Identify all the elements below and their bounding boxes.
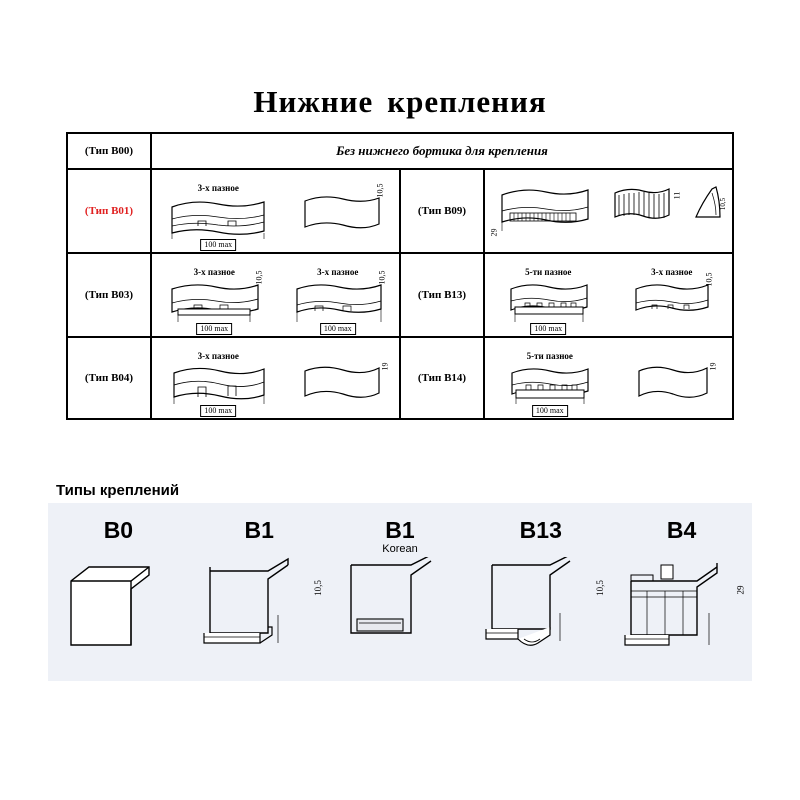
battery-b13-outline — [503, 279, 593, 323]
row-label-b03: (Тип B03) — [68, 254, 152, 336]
figure-b09-front — [489, 185, 594, 237]
figure-caption: 3-х пазное — [197, 183, 239, 193]
page-title-word2: крепления — [387, 84, 547, 119]
mount-type-b4 — [617, 517, 747, 657]
row-label-b01: (Тип B01) — [68, 170, 152, 252]
mount-type-label: B4 — [666, 517, 697, 543]
figure-b13-right — [630, 267, 714, 323]
dimension-10-5: 10,5 — [313, 580, 324, 596]
battery-b0-3d — [53, 557, 163, 657]
figure-caption: 3-х пазное — [317, 267, 359, 277]
row-b03-drawings — [152, 254, 401, 336]
battery-b09-ribs — [611, 185, 673, 237]
battery-b1-korean-3d — [335, 557, 445, 657]
dimension-100max: 100 max — [200, 234, 236, 252]
table-row — [68, 254, 732, 338]
mount-type-sub — [617, 543, 747, 555]
row-label-b04: (Тип B04) — [68, 338, 152, 418]
mount-types-table — [66, 132, 734, 420]
dimension-11: 11 — [672, 191, 682, 200]
figure-b04-front — [166, 351, 270, 415]
dimension-100max: 100 max — [200, 400, 236, 418]
dimension-10-5: 10,5 — [719, 197, 728, 211]
battery-b09-front-outline — [494, 185, 594, 237]
figure-b13-left — [503, 267, 593, 333]
dimension-10-5: 10,5 — [704, 272, 714, 287]
figure-b09-section — [611, 185, 682, 237]
mount-type-sub — [194, 543, 324, 555]
dimension-10-5: 10,5 — [594, 580, 605, 596]
row-label-b09: (Тип B09) — [401, 170, 485, 252]
figure-b01-side — [299, 183, 385, 234]
dimension-19: 19 — [380, 362, 390, 370]
mount-type-label: B1 — [244, 517, 274, 543]
mount-type-sub — [53, 543, 183, 555]
figure-b09-wedge — [690, 185, 728, 237]
mount-type-label: B0 — [103, 517, 134, 543]
page-title-word1: Нижние — [253, 84, 374, 119]
row-b14-drawings — [485, 338, 732, 418]
dimension-100max: 100 max — [530, 318, 566, 336]
battery-b14-side-outline — [633, 363, 713, 405]
row-label-b14: (Тип B14) — [401, 338, 485, 418]
figure-caption: 3-х пазное — [197, 351, 239, 361]
dimension-19: 19 — [708, 362, 718, 370]
battery-b03-outline — [164, 279, 264, 323]
battery-b04-outline — [166, 363, 270, 405]
mount-type-b0 — [53, 517, 183, 657]
dimension-10-5: 10,5 — [377, 270, 387, 285]
mount-types-panel — [48, 503, 752, 681]
mount-type-b1-korean — [335, 517, 465, 657]
battery-b14-outline — [504, 363, 596, 405]
figure-caption: 3-х пазное — [651, 267, 693, 277]
mount-type-sub — [476, 543, 606, 555]
mount-type-label: B1 — [385, 517, 415, 543]
row-b04-drawings — [152, 338, 401, 418]
battery-b13-3d — [476, 557, 586, 657]
row-b00-description: Без нижнего бортика для крепления — [336, 143, 548, 158]
mount-type-label: B13 — [519, 517, 562, 543]
figure-b04-side — [299, 352, 390, 405]
table-row — [68, 338, 732, 418]
dimension-10-5: 10,5 — [375, 183, 385, 198]
dimension-100max: 100 max — [196, 318, 232, 336]
figure-b03-left — [164, 267, 264, 333]
page-title — [0, 84, 800, 120]
table-row — [68, 170, 732, 254]
figure-caption: 5-ти пазное — [526, 351, 573, 361]
row-label-b00: (Тип B00) — [68, 134, 152, 168]
dimension-100max: 100 max — [320, 318, 356, 336]
row-b13-drawings — [485, 254, 732, 336]
battery-b13-outline-2 — [630, 279, 714, 323]
battery-b1-3d — [194, 557, 304, 657]
row-b01-drawings — [152, 170, 401, 252]
mount-type-b1 — [194, 517, 324, 657]
battery-front-outline — [166, 195, 270, 239]
figure-b14-side — [633, 352, 718, 405]
dimension-29: 29 — [489, 228, 498, 237]
figure-b01-front — [166, 183, 270, 249]
dimension-29: 29 — [735, 585, 746, 595]
mount-type-b13 — [476, 517, 606, 657]
battery-b4-3d — [617, 557, 735, 657]
battery-side-outline — [299, 190, 385, 234]
row-b09-drawings — [485, 170, 732, 252]
mount-type-sub: Korean — [382, 543, 418, 555]
table-row — [68, 134, 732, 170]
bottom-section-title: Типы креплений — [56, 482, 180, 499]
figure-caption: 5-ти пазное — [525, 267, 572, 277]
battery-b03-outline-2 — [289, 279, 387, 323]
dimension-10-5: 10,5 — [254, 270, 264, 285]
battery-b09-wedge-outline — [690, 185, 724, 237]
dimension-100max: 100 max — [532, 400, 568, 418]
figure-b03-right — [289, 267, 387, 333]
figure-b14-front — [504, 351, 596, 415]
figure-caption: 3-х пазное — [193, 267, 235, 277]
row-label-b13: (Тип B13) — [401, 254, 485, 336]
battery-b04-side-outline — [299, 363, 385, 405]
